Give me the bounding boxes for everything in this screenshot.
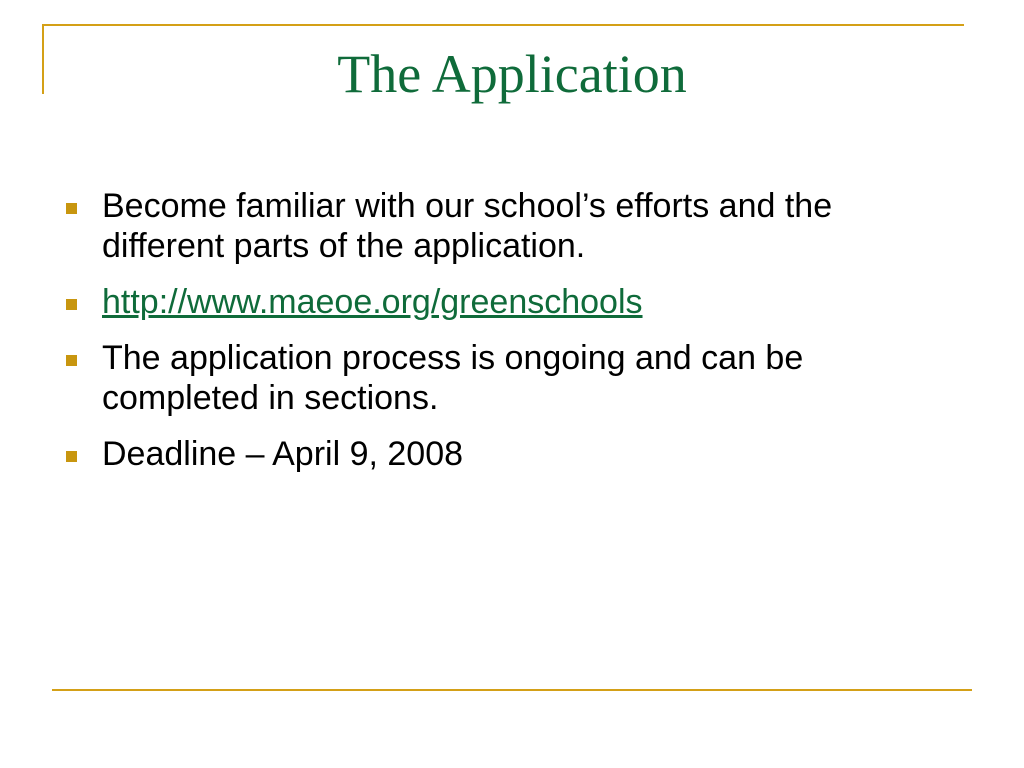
square-bullet-icon [66, 451, 77, 462]
square-bullet-icon [66, 355, 77, 366]
greenschools-link[interactable]: http://www.maeoe.org/greenschools [102, 283, 643, 321]
square-bullet-icon [66, 203, 77, 214]
slide-title: The Application [337, 44, 687, 104]
bullet-item [62, 434, 962, 474]
bullet-list [62, 186, 962, 490]
square-bullet-icon [66, 299, 77, 310]
deadline-text: Deadline – April 9, 2008 [102, 435, 464, 473]
bullet-text: The application process is ongoing and can be completed in sections. [102, 339, 804, 417]
bullet-item[interactable] [62, 282, 962, 322]
bullet-item [62, 186, 962, 266]
frame-bottom-line [52, 689, 972, 691]
bullet-text: Become familiar with our school’s efforts and the different parts of the application. [102, 187, 833, 265]
frame-top-line [42, 24, 964, 26]
bullet-item [62, 338, 962, 418]
